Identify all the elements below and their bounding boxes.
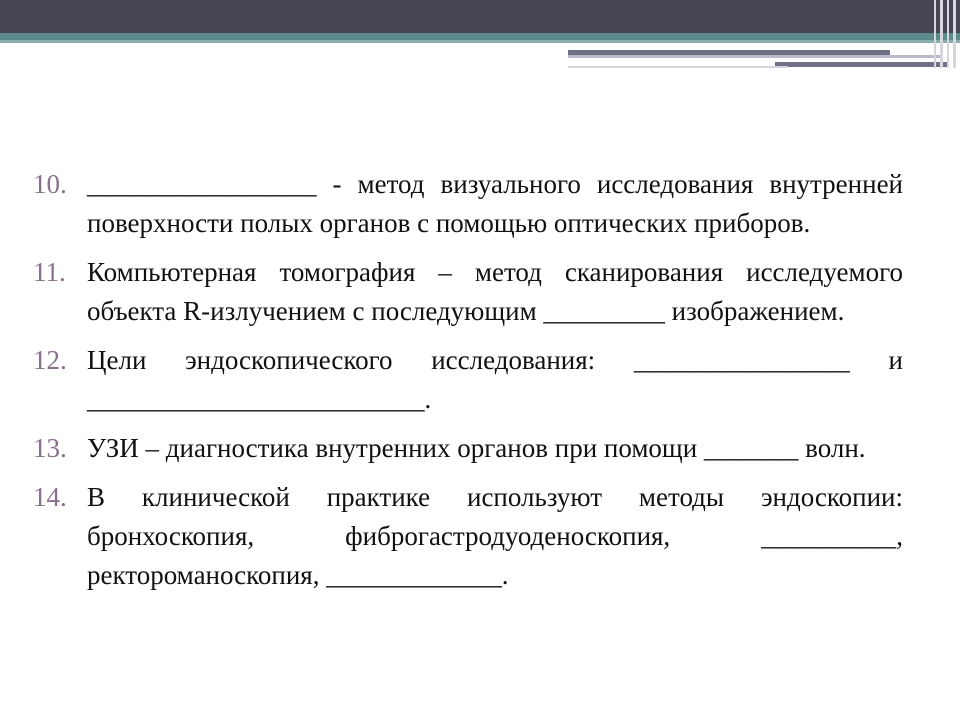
list-item bbox=[33, 478, 903, 595]
header-accent-line bbox=[0, 33, 960, 40]
item-number: 13. bbox=[33, 433, 67, 463]
item-text: В клинической практике используют методы эндоскопии: бронхоскопия, фиброгастродуоденоскопия, __________, ректороманоскопия, _____________. bbox=[87, 482, 903, 590]
decor-bar bbox=[568, 55, 940, 58]
item-text: _________________ - метод визуального исследования внутренней поверхности полых органов с помощью оптических приборов. bbox=[87, 169, 903, 238]
list-item bbox=[33, 165, 903, 243]
item-text: Цели эндоскопического исследования: ________________ и _________________________. bbox=[87, 345, 903, 414]
item-number: 12. bbox=[33, 345, 67, 375]
item-text: УЗИ – диагностика внутренних органов при помощи _______ волн. bbox=[87, 433, 866, 463]
item-number: 10. bbox=[33, 169, 67, 199]
header-band bbox=[0, 0, 960, 33]
decor-bar bbox=[568, 66, 788, 68]
question-list bbox=[33, 165, 903, 605]
item-number: 11. bbox=[33, 257, 66, 287]
list-item bbox=[33, 253, 903, 331]
item-text: Компьютерная томография – метод сканирования исследуемого объекта R-излучением с последующим _________ изображением. bbox=[87, 257, 903, 326]
header-accent-line-light bbox=[0, 40, 960, 43]
list-item bbox=[33, 429, 903, 468]
item-number: 14. bbox=[33, 482, 67, 512]
list-item bbox=[33, 341, 903, 419]
decor-vertical-lines bbox=[930, 0, 960, 68]
decor-bar bbox=[775, 62, 947, 67]
